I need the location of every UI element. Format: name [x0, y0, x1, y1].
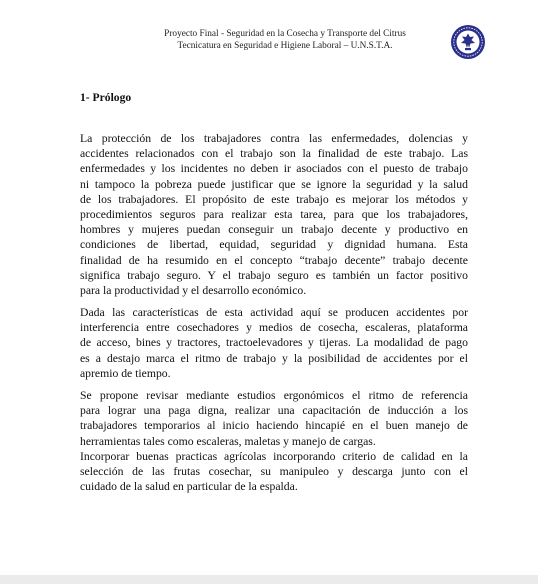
- paragraph-line: selección de las frutas cosechar, su manipuleo y descarga junto con el: [80, 465, 468, 479]
- paragraph-line: Incorporar buenas practicas agrícolas incorporando criterio de calidad en la: [80, 449, 468, 463]
- paragraph-line: La protección de los trabajadores contra las enfermedades, dolencias y: [80, 132, 468, 145]
- paragraph-line: cuidado de la salud en particular de la espalda.: [80, 480, 298, 494]
- paragraph-line: ni tampoco la pobreza puede justificar que se ignore la seguridad y la salud: [80, 177, 468, 191]
- paragraph-intro: [80, 131, 468, 298]
- paragraph-line: Se propone revisar mediante estudios ergonómicos el ritmo de referencia: [80, 389, 468, 402]
- paragraph-line: para lograr una paga digna, realizar una capacitación de inducción a los: [80, 404, 468, 418]
- header-program-name: Tecnicatura en Seguridad e Higiene Laboral – U.N.S.T.A.: [177, 41, 393, 51]
- header-project-title: Proyecto Final - Seguridad en la Cosecha y Transporte del Citrus: [164, 29, 406, 39]
- page-header: [100, 28, 470, 52]
- section-title: 1- Prólogo: [80, 91, 132, 104]
- paragraph-line: enfermedades y los incidentes no deben ir asociados con el puesto de trabajo: [80, 162, 468, 176]
- paragraph-line: accidentes relacionados con el trabajo son la finalidad de este trabajo. Las: [80, 147, 468, 161]
- paragraph-line: Dada las características de esta actividad aquí se producen accidentes por: [80, 306, 468, 319]
- paragraph-line: herramientas tales como escaleras, maletas y manejo de cargas.: [80, 434, 376, 448]
- paragraph-line: condiciones de libertad, equidad, seguridad y dignidad humana. Esta: [80, 238, 468, 252]
- paragraph-line: procedimientos seguros para realizar esta tarea, para que los trabajadores,: [80, 208, 468, 222]
- paragraph-line: trabajadores temporarios al inicio haciendo hincapié en el buen manejo de: [80, 419, 468, 433]
- paragraph-line: de acceso, bines y tractores, tractoelevadores y tijeras. La modalidad de pago: [80, 336, 468, 350]
- paragraph-line: interferencia entre cosechadores y medios de cosecha, escaleras, plataforma: [80, 321, 468, 335]
- paragraph-activity: [80, 305, 468, 381]
- university-seal-icon: [450, 24, 486, 60]
- paragraph-line: es a destajo marca el ritmo de trabajo y la posibilidad de accidentes por el: [80, 351, 468, 365]
- paragraph-line: para la productividad y el desarrollo económico.: [80, 284, 307, 298]
- paragraph-line: hombres y mujeres puedan conseguir un trabajo decente y productivo en: [80, 223, 468, 237]
- paragraph-line: significa trabajo seguro. Y el trabajo seguro es también un factor positivo: [80, 268, 468, 282]
- paragraph-proposal: [80, 388, 468, 494]
- paragraph-line: de los trabajadores. El propósito de este trabajo es mejorar los métodos y: [80, 192, 468, 206]
- paragraph-line: finalidad de ha resumido en el concepto “trabajo decente” trabajo decente: [80, 253, 468, 267]
- paragraph-line: apremio de tiempo.: [80, 366, 171, 380]
